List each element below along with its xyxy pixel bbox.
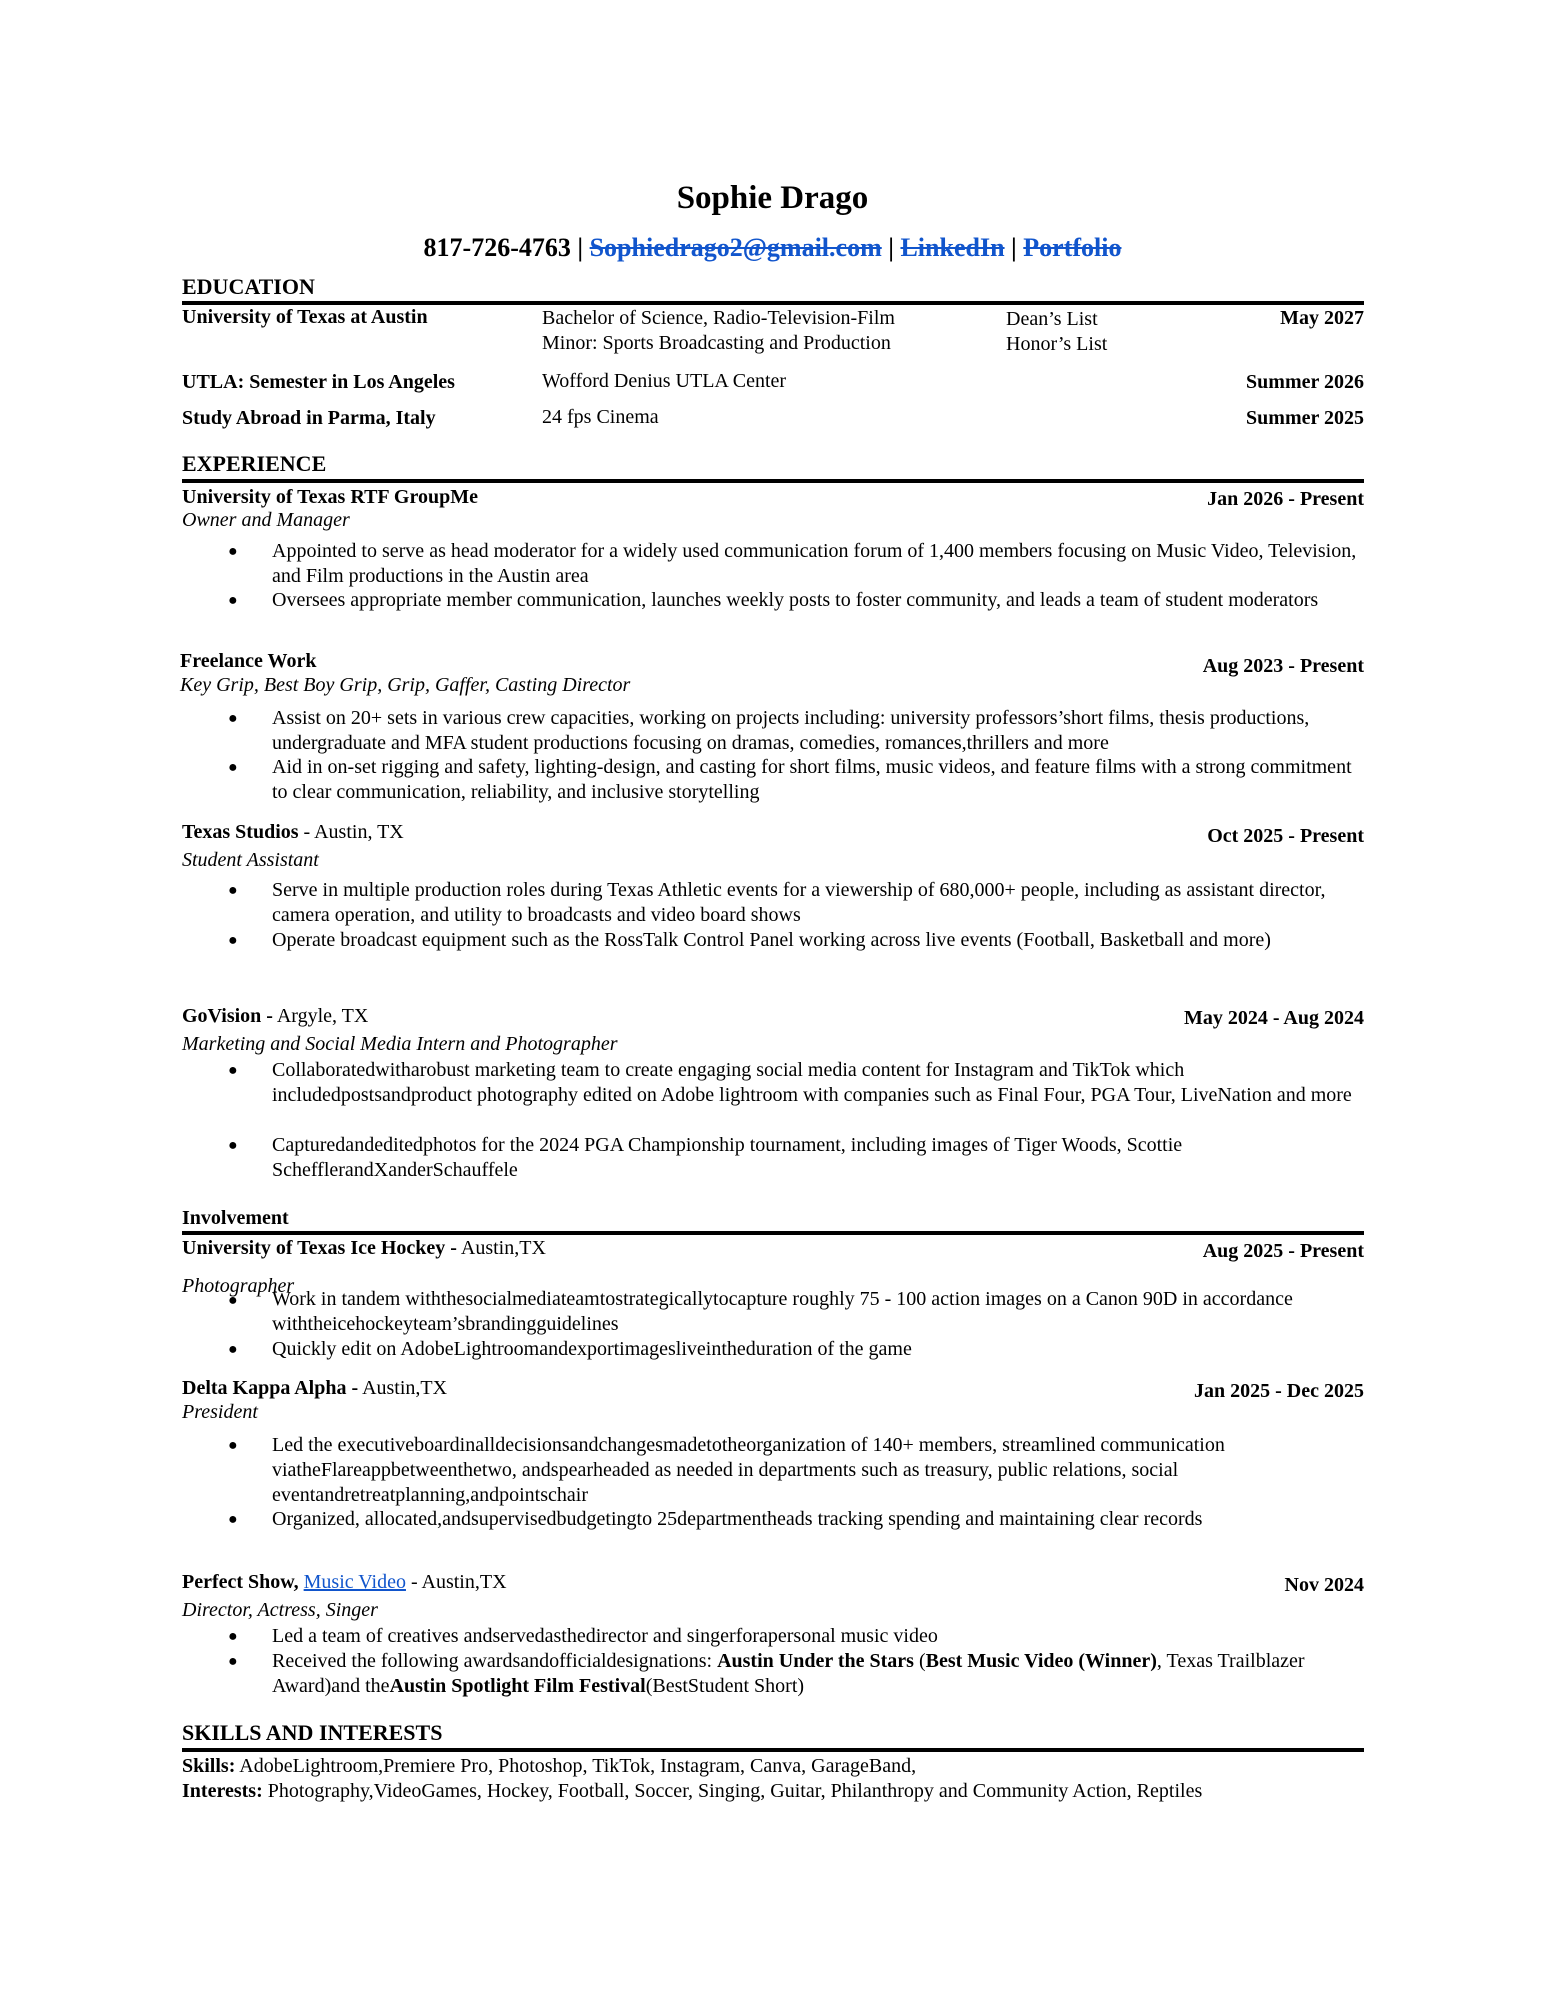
involvement-header [182, 1571, 507, 1594]
linkedin-link[interactable]: LinkedIn [900, 233, 1005, 262]
bullet-icon: ● [228, 592, 238, 609]
separator: | [888, 233, 894, 262]
email-link[interactable]: Sophiedrago2@gmail.com [589, 233, 882, 262]
job-date: May 2024 - Aug 2024 [1184, 1007, 1364, 1029]
job-role: Owner and Manager [182, 509, 350, 531]
bullet-icon: ● [228, 710, 238, 727]
edu-program: 24 fps Cinema [542, 406, 659, 428]
candidate-name: Sophie Drago [676, 180, 869, 216]
job-date: Aug 2023 - Present [1202, 655, 1364, 677]
interests-text: Photography,VideoGames, Hockey, Football, Soccer, Singing, Guitar, Philanthropy and Community Action, Reptiles [262, 1780, 1203, 1802]
phone-number: 817-726-4763 [423, 233, 571, 262]
job-org: Freelance Work [180, 650, 317, 672]
involvement-header [182, 1237, 546, 1260]
separator: | [1011, 233, 1017, 262]
job-org: Texas Studios [182, 821, 299, 843]
edu-school: University of Texas at Austin [182, 306, 428, 328]
job-bullet: Oversees appropriate member communication, launches weekly posts to foster community, and leads a team of student moderators [272, 589, 1319, 611]
skills-label: Skills: [182, 1755, 236, 1777]
involvement-bullet: Received the following awardsandofficialdesignations: Austin Under the Stars (Best Music Video (Winner), Texas Trailblazer Award)and theAustin Spotlight Film Festival(BestStudent Short) [272, 1650, 1305, 1697]
involvement-bullet: Led the executiveboardinalldecisionsandchangesmadetotheorganization of 140+ members, streamlined communication viatheFlareappbetweenthetwo, andspearheaded as needed in departments such as treasury, public relations, social eventandretreatplanning,andpointschair [272, 1434, 1225, 1506]
bullet-icon: ● [228, 543, 238, 560]
bullet-icon: ● [228, 1137, 238, 1154]
interests-label: Interests: [182, 1780, 263, 1802]
job-bullet: Collaboratedwitharobust marketing team to create engaging social media content for Instagram and TikTok which includedpostsandproduct photography edited on Adobe lightroom with companies such as Final Four, PGA Tour, LiveNation and more [272, 1059, 1352, 1106]
involvement-bullet: Organized, allocated,andsupervisedbudgetingto 25departmentheads tracking spending and maintaining clear records [272, 1508, 1203, 1530]
bullet-icon: ● [228, 882, 238, 899]
involvement-org: University of Texas Ice Hockey - [182, 1237, 457, 1259]
edu-date: Summer 2026 [1246, 371, 1364, 393]
edu-minor: Minor: Sports Broadcasting and Production [542, 332, 891, 354]
job-date: Oct 2025 - Present [1207, 825, 1364, 847]
bullet-icon: ● [228, 1511, 238, 1528]
education-heading: EDUCATION [182, 274, 315, 299]
job-bullet: Capturedandeditedphotos for the 2024 PGA Championship tournament, including images of Tiger Woods, Scottie SchefflerandXanderSchauffele [272, 1134, 1183, 1181]
edu-program: Wofford Denius UTLA Center [542, 370, 787, 392]
music-video-link[interactable]: Music Video [303, 1571, 406, 1593]
involvement-bullet: Work in tandem withthesocialmediateamtostrategicallytocapture roughly 75 - 100 action images on a Canon 90D in accordance withtheicehockeyteam’sbrandingguidelines [272, 1288, 1293, 1335]
job-bullet: Assist on 20+ sets in various crew capacities, working on projects including: university professors’short films, thesis productions, undergraduate and MFA student productions focusing on dramas, comedies, romances,thrillers and more [272, 707, 1310, 754]
job-location: - Austin, TX [303, 821, 404, 843]
involvement-date: Aug 2025 - Present [1202, 1240, 1364, 1262]
edu-school: UTLA: Semester in Los Angeles [182, 371, 455, 393]
bullet-icon: ● [228, 1628, 238, 1645]
bullet-icon: ● [228, 1292, 238, 1309]
edu-honor: Dean’s List [1006, 308, 1098, 330]
section-divider [182, 479, 1364, 483]
job-location: Argyle, TX [276, 1005, 369, 1027]
involvement-role: President [182, 1401, 258, 1423]
involvement-bullet: Quickly edit on AdobeLightroomandexportimagesliveintheduration of the game [272, 1338, 912, 1360]
section-divider [182, 301, 1364, 305]
interests-line [182, 1780, 1202, 1803]
job-header [182, 1005, 368, 1028]
job-bullet: Operate broadcast equipment such as the RossTalk Control Panel working across live events (Football, Basketball and more) [272, 929, 1271, 951]
skills-heading: SKILLS AND INTERESTS [182, 1720, 443, 1745]
involvement-header [182, 1377, 447, 1400]
involvement-org: Delta Kappa Alpha - [182, 1377, 359, 1399]
job-role: Student Assistant [182, 849, 319, 871]
involvement-org: Perfect Show, [182, 1571, 299, 1593]
bullet-icon: ● [228, 1437, 238, 1454]
job-date: Jan 2026 - Present [1207, 488, 1364, 510]
edu-honor: Honor’s List [1006, 333, 1108, 355]
involvement-location: - Austin,TX [410, 1571, 507, 1593]
job-bullet: Appointed to serve as head moderator for a widely used communication forum of 1,400 members focusing on Music Video, Television, and Film productions in the Austin area [272, 540, 1357, 587]
involvement-location: Austin,TX [362, 1377, 448, 1399]
job-role: Marketing and Social Media Intern and Photographer [182, 1033, 618, 1055]
experience-heading: EXPERIENCE [182, 451, 327, 476]
skills-text: AdobeLightroom,Premiere Pro, Photoshop, TikTok, Instagram, Canva, GarageBand, [235, 1755, 917, 1777]
job-role: Key Grip, Best Boy Grip, Grip, Gaffer, Casting Director [180, 674, 631, 696]
involvement-date: Nov 2024 [1284, 1574, 1364, 1596]
involvement-bullet: Led a team of creatives andservedasthedirector and singerforapersonal music video [272, 1625, 938, 1647]
job-header [182, 821, 404, 844]
contact-line [0, 233, 1545, 263]
bullet-icon: ● [228, 759, 238, 776]
job-bullet: Aid in on-set rigging and safety, lighting-design, and casting for short films, music videos, and feature films with a strong commitment to clear communication, reliability, and inclusive storytelling [272, 756, 1352, 803]
edu-school: Study Abroad in Parma, Italy [182, 407, 436, 429]
section-divider [182, 1231, 1364, 1235]
edu-program: Bachelor of Science, Radio-Television-Film [542, 307, 895, 329]
job-org: GoVision - [182, 1005, 273, 1027]
bullet-icon: ● [228, 932, 238, 949]
bullet-icon: ● [228, 1341, 238, 1358]
job-bullet: Serve in multiple production roles during Texas Athletic events for a viewership of 680,000+ people, including as assistant director, camera operation, and utility to broadcasts and video board shows [272, 879, 1326, 926]
edu-date: Summer 2025 [1246, 407, 1364, 429]
involvement-role: Photographer [182, 1275, 295, 1297]
bullet-icon: ● [228, 1653, 238, 1670]
section-divider [182, 1748, 1364, 1752]
portfolio-link[interactable]: Portfolio [1023, 233, 1122, 262]
involvement-location: Austin,TX [460, 1237, 546, 1259]
involvement-date: Jan 2025 - Dec 2025 [1194, 1380, 1364, 1402]
job-org: University of Texas RTF GroupMe [182, 486, 478, 508]
bullet-icon: ● [228, 1062, 238, 1079]
edu-date: May 2027 [1280, 307, 1364, 329]
separator: | [577, 233, 584, 262]
skills-line [182, 1755, 916, 1778]
involvement-role: Director, Actress, Singer [182, 1599, 378, 1621]
involvement-heading: Involvement [182, 1207, 289, 1229]
